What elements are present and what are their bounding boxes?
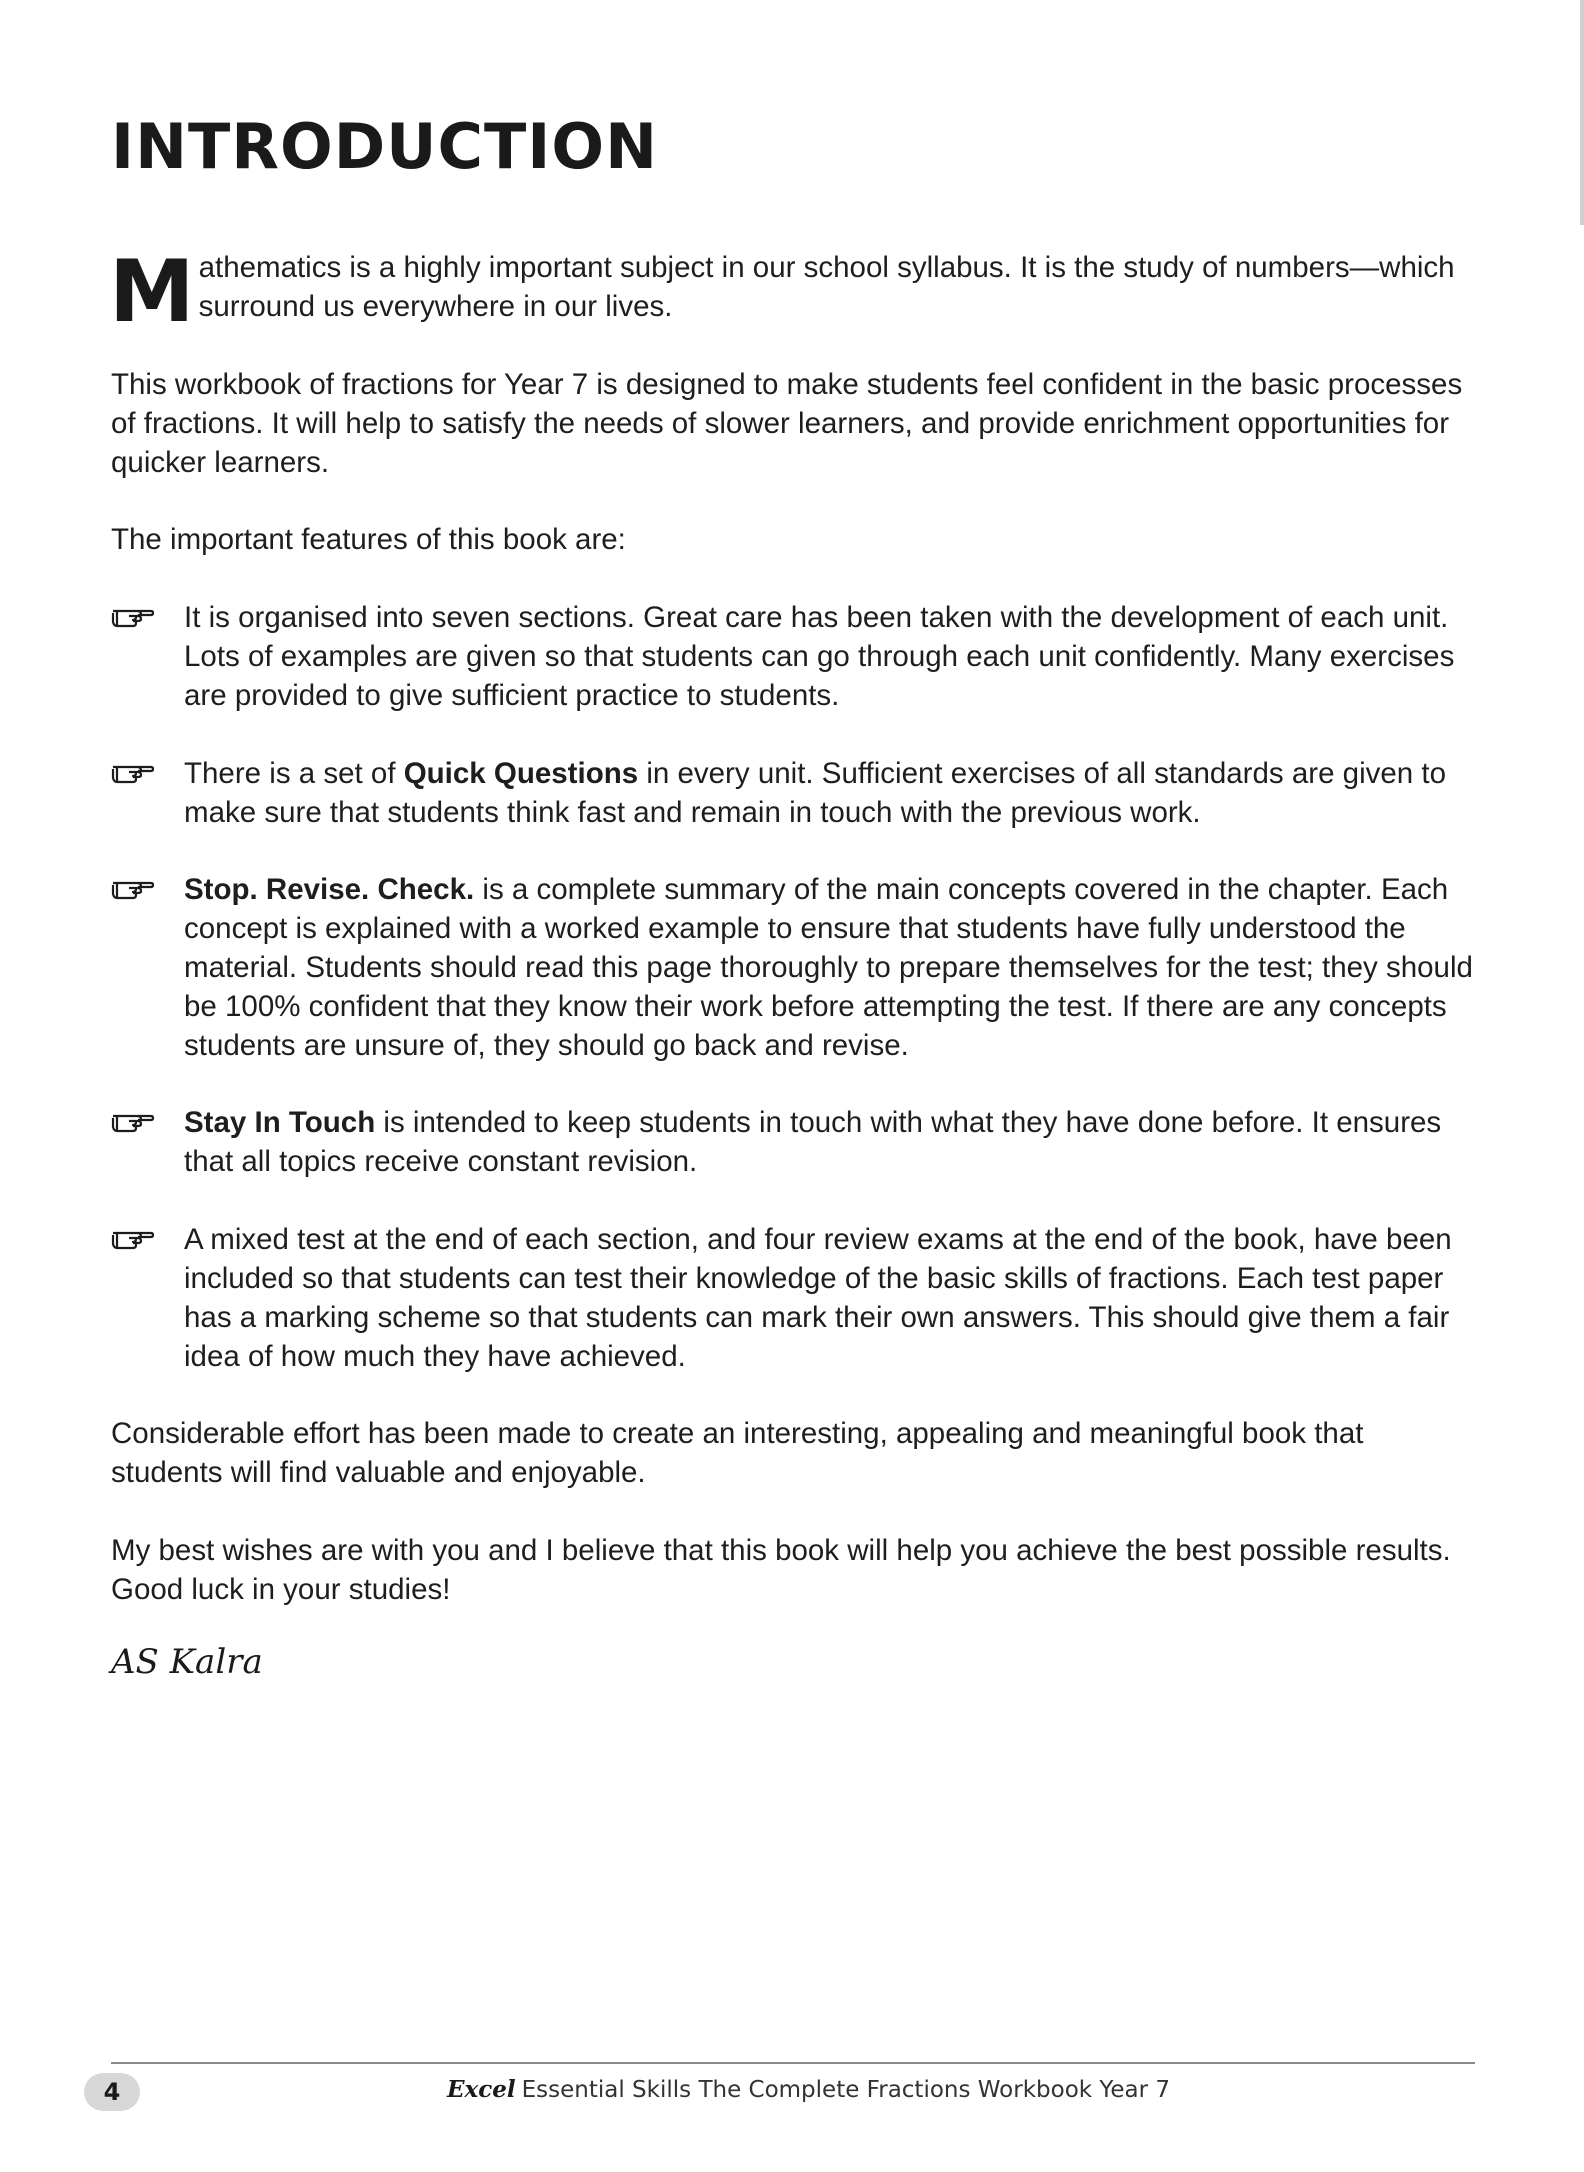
bullet-term-stop-revise-check: Stop. Revise. Check. — [184, 873, 475, 906]
author-signature: AS Kalra — [111, 1642, 263, 1682]
bullet-text — [184, 754, 1475, 832]
page-number: 4 — [84, 2073, 140, 2111]
intro-text: athematics is a highly important subject in our school syllabus. It is the study of numbers—which surround us everywhere in our lives. — [198, 251, 1455, 323]
bullet-text — [184, 870, 1475, 1065]
pointing-hand-icon — [111, 602, 155, 630]
bullet-text-plain: It is organised into seven sections. Great care has been taken with the development of each unit. Lots of examples are given so that students can go through each unit confidently. Many exercises are provided to give sufficient practice to students. — [184, 601, 1455, 712]
pointing-hand-icon — [111, 1107, 155, 1135]
bullet-text-plain: in every unit. Sufficient exercises of all standards are given to make sure that students think fast and remain in touch with the previous work. — [184, 757, 1446, 829]
bullet-text-plain: There is a set of — [184, 757, 404, 790]
footer-book-title: Essential Skills The Complete Fractions Workbook Year 7 — [521, 2077, 1171, 2103]
feature-bullet — [111, 870, 1475, 1065]
pointing-hand-icon — [111, 1224, 155, 1252]
pointing-hand-icon — [111, 874, 155, 902]
bullet-text-plain: A mixed test at the end of each section, and four review exams at the end of the book, have been included so that students can test their knowledge of the basic skills of fractions. Each test paper has a marking scheme so that students can mark their own answers. This should give them a fair idea of how much they have achieved. — [184, 1223, 1452, 1373]
footer-divider — [111, 2062, 1475, 2064]
footer-title — [447, 2076, 1170, 2103]
effort-paragraph: Considerable effort has been made to create an interesting, appealing and meaningful book that students will find valuable and enjoyable. — [111, 1417, 1364, 1489]
bullet-text-plain: is a complete summary of the main concepts covered in the chapter. Each concept is explained with a worked example to ensure that students have fully understood the material. Students should read this page thoroughly to prepare themselves for the test; they should be 100% confident that they know their work before attempting the test. If there are any concepts students are unsure of, they should go back and revise. — [184, 873, 1473, 1062]
page-edge-line — [1580, 0, 1584, 225]
pointing-hand-icon — [111, 758, 155, 786]
feature-bullet — [111, 754, 1475, 832]
bullet-term-quick-questions: Quick Questions — [403, 757, 639, 790]
feature-bullet — [111, 598, 1475, 715]
bullet-text — [184, 1220, 1475, 1376]
wishes-paragraph: My best wishes are with you and I believe that this book will help you achieve the best possible results. Good luck in your studies! — [111, 1534, 1451, 1606]
bullet-text — [184, 1103, 1475, 1181]
bullet-text — [184, 598, 1475, 715]
feature-bullet — [111, 1103, 1475, 1181]
bullet-text-plain: is intended to keep students in touch with what they have done before. It ensures that all topics receive constant revision. — [184, 1106, 1442, 1178]
workbook-paragraph: This workbook of fractions for Year 7 is designed to make students feel confident in the basic processes of fractions. It will help to satisfy the needs of slower learners, and provide enrichment opportunities for quicker learners. — [111, 368, 1463, 479]
drop-cap: M — [109, 242, 195, 342]
bullet-term-stay-in-touch: Stay In Touch — [184, 1106, 376, 1139]
page-title: INTRODUCTION — [111, 110, 658, 183]
intro-paragraph — [109, 242, 1475, 342]
feature-bullet — [111, 1220, 1475, 1376]
features-intro-paragraph: The important features of this book are: — [111, 523, 626, 556]
footer-brand: Excel — [447, 2076, 516, 2103]
